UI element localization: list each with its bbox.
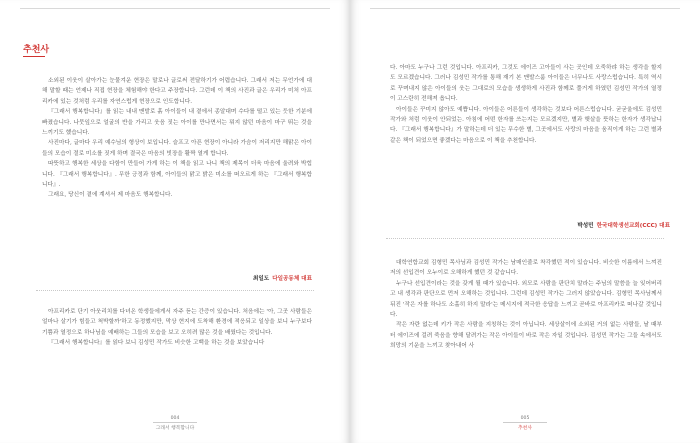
page-folio bbox=[495, 416, 555, 431]
signature-park bbox=[577, 221, 670, 229]
signature-name: 최일도 bbox=[253, 276, 270, 282]
paragraph: 대학연합교회 김형민 목사님과 김성민 작가는 남매인줄로 착각했던 적이 있습니다. 비슷한 이름에서 느껴진 저의 선입견이 오누이로 오해하게 했던 것 같습니다. bbox=[390, 260, 662, 277]
top-rule bbox=[20, 8, 330, 9]
paragraph: 작은 자란 없는데 키가 작은 사람을 지칭하는 것이 아닙니다. 세상살이에 소외된 거의 없는 사람들, 날 때부터 에이즈에 걸려 죽음을 향해 달려가는 작은 아이들이 바로 작은 자일 것입니다. 김성민 작가는 그들 속에서도 희망의 기운을 느끼고 찾아내어 사 bbox=[390, 322, 662, 350]
page-number: 004 bbox=[170, 416, 180, 421]
paragraph: 누구나 선입견이라는 것을 갖게 될 때가 있습니다. 외모로 사람을 판단치 말라는 주님의 말씀을 늘 잊어버리고 내 생각과 판단으로 먼저 오해하는 것입니다. 그런데 김성민 작가는 그러지 않았습니다. 김형민 목사님께서 뒤진 '작은 자를 하나도 소홀히 하지 말라'는 메시지에 적극한 응답을 느끼고 곧바로 아프리카로 떠나갈 것입니다. bbox=[390, 280, 662, 319]
recommendation-text-1 bbox=[42, 76, 312, 201]
top-rule bbox=[370, 8, 680, 9]
section-title: 추천사 bbox=[23, 45, 50, 55]
recommendation-text-3 bbox=[390, 63, 662, 146]
signature-org: 다일공동체 대표 bbox=[272, 276, 312, 282]
signature-org: 한국대학생선교회(CCC) 대표 bbox=[596, 223, 670, 229]
page-number: 005 bbox=[520, 416, 530, 421]
paragraph: 사진마다, 글마다 우리 예수님의 형상이 보입니다. 슬프고 아픈 현장이 아니라 가슴이 저리지만 해맑은 아이들의 모습이 절로 미소를 짓게 하며 결국은 마음의 빗장을 활짝 열게 합니다. bbox=[42, 140, 312, 157]
paragraph: 다. 아마도 누구나 그런 것입니다. 아프리카, 그것도 에이즈 고아들이 사는 곳인데 오죽하랴 하는 생각을 할지도 모르겠습니다. 그러나 김성민 작가를 통해 재기 본 맨발스룸 아이들은 너무나도 사랑스럽습니다. 특히 역시로 꾸며내지 않은 아이들의 웃는 그대로의 모습을 생생하게 사진과 함께로 풀거게 하였던 김성민 작가의 열정이 고스란히 전해져 옵니다. bbox=[390, 65, 662, 103]
section-divider bbox=[386, 238, 664, 239]
paragraph: 『그래서 행복합니다』를 읽다 보니 김성민 작가도 비슷한 고백을 하는 것을 보았습니다 bbox=[48, 340, 265, 347]
paragraph: 아이들은 꾸미지 않아도 예쁩니다. 아이들은 어른들이 생각하는 것보다 어른스럽습니다. 굳굳울에도 김성민 작가와 처럼 이웃이 안되었는. 아침에 어떤 한자를 쓰는지는 모르겠지만, 별과 햇살을 뜻하는 한자가 생각납니다. 『그래서 행복합니다』가 말하는데 더 있는 무수한 별, 그곳에서도 사랑의 마음을 움직이게 하는 그런 별과 같은 책이 되었으면 좋겠다는 마음으로 이 책을 추천합니다. bbox=[390, 106, 662, 144]
folio-rule bbox=[153, 422, 197, 423]
signature-name: 박성민 bbox=[577, 223, 594, 229]
section-divider bbox=[36, 290, 314, 291]
paragraph: 소외된 이웃이 살아가는 눈물겨운 현장은 말로나 글로써 전달하기가 어렵습니다. 그래서 저는 무언가에 대해 말할 때는 언제나 직접 현장을 체험해야 한다고 주장합니다. 그런데 이 책의 사진과 글은 우리가 미처 아프리카에 있는 것처럼 우리를 자연스럽게 현장으로 인도합니다. bbox=[42, 78, 312, 105]
section-title-underline bbox=[23, 56, 45, 57]
right-page bbox=[350, 0, 700, 443]
folio-rule bbox=[503, 422, 547, 423]
folio-title: 추천사 bbox=[518, 426, 532, 431]
recommendation-text-4 bbox=[390, 258, 662, 352]
recommendation-text-2 bbox=[42, 307, 312, 349]
paragraph: 따뜻하고 행복한 세상을 다함이 만들어 가게 하는 이 책을 읽고 나니 책의 제목이 더욱 마음에 울려와 박힙니다. 『그래서 행복합니다』. 무한 긍정과 함께, 아이들의 맑고 밝은 미소를 떠오르게 하는 『그래서 행복합니다』. bbox=[42, 161, 312, 189]
paragraph: 『그래서 행복합니다』를 읽는 내내 맨발로 흙 아이들이 내 곁에서 종알대며 수다를 떨고 있는 듯한 기분에 빠졌습니다. 나뭇잎으로 얼굴의 반을 가리고 웃음 짓는 아이를 만나면서는 뭐지 않던 마음이 마구 뛰는 것을 느끼기도 했습니다. bbox=[42, 109, 312, 137]
page-folio bbox=[145, 416, 205, 431]
paragraph: 그래요, 당신이 곁에 계셔서 제 마음도 행복합니다. bbox=[48, 192, 173, 199]
paragraph: 아프리카로 단기 아웃리치를 다녀온 학생들에게서 자주 듣는 간증이 있습니다. 처음에는 '아, 그곳 사람들은 얼마나 살기가 힘들고 척박할까'하고 동정했지만, 막상 현지에 도착해 환경에 적응되고 일상을 보니 누구보다 기쁨과 열정으로 하나님을 예배하는 그들의 모습을 보고 오히려 많은 것을 배웠다는 것입니다. bbox=[42, 309, 312, 336]
folio-title: 그래서 행복합니다 bbox=[155, 426, 195, 431]
signature-choi bbox=[253, 274, 312, 282]
